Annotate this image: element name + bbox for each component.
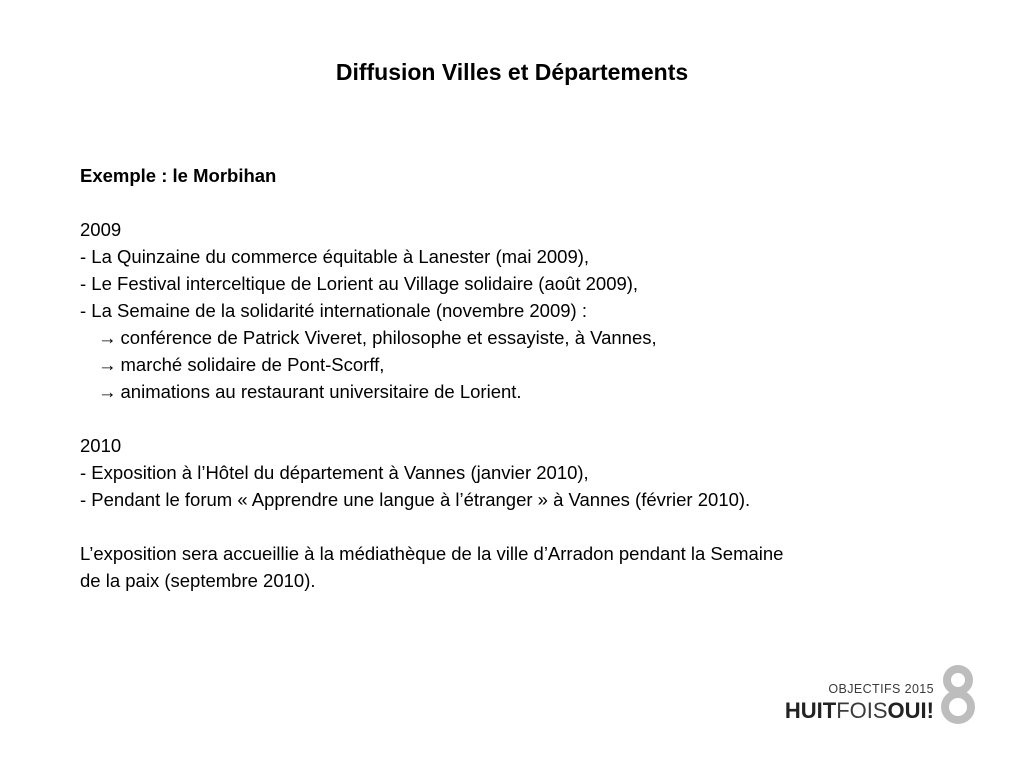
list-item: - Exposition à l’Hôtel du département à Vannes (janvier 2010), <box>80 462 589 483</box>
arrow-icon: → <box>98 381 117 402</box>
arrow-icon: → <box>98 327 117 348</box>
logo-word-huit: HUIT <box>784 698 837 723</box>
logo-wordmark <box>785 698 934 724</box>
closing-paragraph-line: de la paix (septembre 2010). <box>80 570 316 591</box>
sub-list-item <box>80 378 960 405</box>
arrow-icon: → <box>98 354 117 375</box>
subheading: Exemple : le Morbihan <box>80 165 277 186</box>
sub-list-item-text: conférence de Patrick Viveret, philosophe et essayiste, à Vannes, <box>120 327 657 348</box>
list-item: - La Quinzaine du commerce équitable à Lanester (mai 2009), <box>80 246 590 267</box>
sub-list-item-text: animations au restaurant universitaire de Lorient. <box>120 381 522 402</box>
slide-title: Diffusion Villes et Départements <box>335 59 689 85</box>
year-2009-label: 2009 <box>80 219 122 240</box>
list-item: - La Semaine de la solidarité internationale (novembre 2009) : <box>80 300 587 321</box>
slide-content <box>80 162 960 594</box>
logo-tagline: OBJECTIFS 2015 <box>828 682 934 696</box>
huit-fois-oui-logo <box>784 664 984 728</box>
year-2010-label: 2010 <box>80 435 122 456</box>
sub-list-item <box>80 324 960 351</box>
logo-word-oui: OUI! <box>887 698 934 723</box>
eight-icon <box>940 664 976 726</box>
closing-paragraph-line: L’exposition sera accueillie à la médiathèque de la ville d’Arradon pendant la Semaine <box>80 543 784 564</box>
logo-word-fois: FOIS <box>836 698 888 723</box>
sub-list-item <box>80 351 960 378</box>
spacer <box>80 513 960 540</box>
spacer <box>80 405 960 432</box>
list-item: - Le Festival interceltique de Lorient au Village solidaire (août 2009), <box>80 273 639 294</box>
spacer <box>80 189 960 216</box>
list-item: - Pendant le forum « Apprendre une langue à l’étranger » à Vannes (février 2010). <box>80 489 751 510</box>
sub-list-item-text: marché solidaire de Pont-Scorff, <box>120 354 385 375</box>
